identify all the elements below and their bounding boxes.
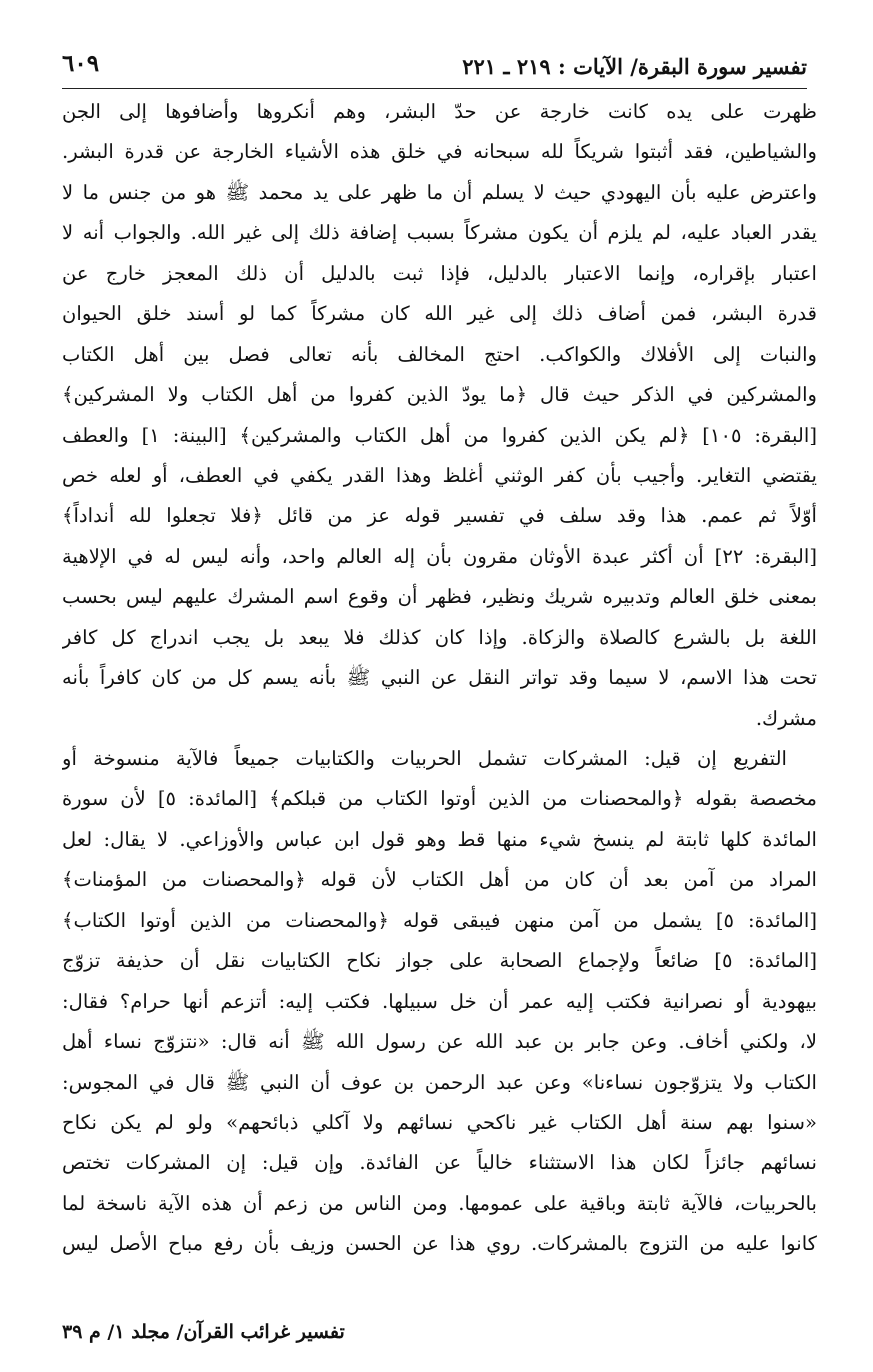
text-line: [المائدة: ٥] ضائعاً ولإجماع الصحابة على جواز نكاح الكتابيات نقل أن حذيفة تزوّج bbox=[62, 949, 817, 973]
text-line: أوّلاً ثم عمم. هذا وقد سلف في تفسير قوله عز من قائل ﴿فلا تجعلوا لله أنداداً﴾ bbox=[62, 504, 817, 528]
text-line: المراد من آمن بعد أن كان من أهل الكتاب لأن قوله ﴿والمحصنات من المؤمنات﴾ bbox=[62, 868, 817, 892]
text-line: [المائدة: ٥] يشمل من آمن منهن فيبقى قوله ﴿والمحصنات من الذين أوتوا الكتاب﴾ bbox=[62, 908, 817, 932]
text-line: «سنوا بهم سنة أهل الكتاب غير ناكحي نسائهم ولا آكلي ذبائحهم» ولو لم يكن نكاح bbox=[62, 1110, 817, 1134]
page-number: ٦٠٩ bbox=[62, 50, 100, 77]
text-line: قدرة البشر، فمن أضاف ذلك إلى غير الله كان مشركاً كما لو أسند خلق الحيوان bbox=[62, 302, 817, 326]
text-line: والمشركين في الذكر حيث قال ﴿ما يودّ الذين كفروا من أهل الكتاب ولا المشركين﴾ bbox=[62, 383, 817, 407]
text-line: الكتاب ولا يتزوّجون نساءنا» وعن عبد الرحمن بن عوف أن النبي ﷺ قال في المجوس: bbox=[62, 1070, 817, 1094]
text-line: بالحربيات، فالآية ثابتة وباقية على عمومها. ومن الناس من زعم أن هذه الآية ناسخة لما bbox=[62, 1191, 817, 1215]
text-line: تحت هذا الاسم، لا سيما وقد تواتر النقل عن النبي ﷺ بأنه يسم كل من كان كافراً بأنه bbox=[62, 666, 817, 690]
text-line: يقدر العباد عليه، لم يلزم أن يكون مشركاً بسبب إضافة ذلك إلى غير الله. والجواب أنه لا bbox=[62, 221, 817, 245]
text-line: التفريع إن قيل: المشركات تشمل الحربيات والكتابيات جميعاً فالآية منسوخة أو bbox=[62, 747, 787, 770]
text-line: والنبات إلى الأفلاك والكواكب. احتج المخالف بأنه تعالى فصل بين أهل الكتاب bbox=[62, 342, 817, 366]
text-line: بيهودية أو نصرانية فكتب إليه عمر أن خل سبيلها. فكتب إليه: أتزعم أنها حرام؟ فقال: bbox=[62, 989, 817, 1013]
page-header bbox=[62, 46, 807, 89]
text-line: لا، ولكني أخاف. وعن جابر بن عبد الله عن رسول الله ﷺ أنه قال: «نتزوّج نساء أهل bbox=[62, 1030, 817, 1054]
text-line: [البقرة: ٢٢] أن أكثر عبدة الأوثان مقرون بأن إله العالم واحد، وأنه ليس له في الإلاهية bbox=[62, 544, 817, 568]
footer-signature: تفسير غرائب القرآن/ مجلد ١/ م ٣٩ bbox=[62, 1321, 345, 1343]
running-title: تفسير سورة البقرة/ الآيات : ٢١٩ ـ ٢٢١ bbox=[462, 54, 807, 79]
text-line: كانوا عليه من التزوج بالمشركات. روي هذا عن الحسن وزيف بأن رفع مباح الأصل ليس bbox=[62, 1232, 817, 1256]
text-line: واعترض عليه بأن اليهودي حيث لا يسلم أن ما ظهر على يد محمد ﷺ هو من جنس ما لا bbox=[62, 180, 817, 204]
text-line: نسائهم جائزاً لكان هذا الاستثناء خالياً عن الفائدة. وإن قيل: إن المشركات تختص bbox=[62, 1151, 817, 1175]
text-line: بمعنى خلق العالم وتدبيره شريك ونظير، فظهر أن وقوع اسم المشرك عليهم ليس بحسب bbox=[62, 585, 817, 609]
text-line: المائدة كلها ثابتة لم ينسخ شيء منها قط وهو قول ابن عباس والأوزاعي. لا يقال: لعل bbox=[62, 827, 817, 851]
text-line: ظهرت على يده كانت خارجة عن حدّ البشر، وهم أنكروها وأضافوها إلى الجن bbox=[62, 100, 817, 123]
text-line: اللغة بل بالشرع كالصلاة والزكاة. وإذا كان كذلك فلا يبعد بل يجب اندراج كل كافر bbox=[62, 625, 817, 649]
text-line: مخصصة بقوله ﴿والمحصنات من الذين أوتوا الكتاب من قبلكم﴾ [المائدة: ٥] لأن سورة bbox=[62, 787, 817, 811]
text-line: يقتضي التغاير. وأجيب بأن كفر الوثني أغلظ وهذا القدر يكفي في العطف، أو لعله خص bbox=[62, 463, 817, 487]
text-line: [البقرة: ١٠٥] ﴿لم يكن الذين كفروا من أهل الكتاب والمشركين﴾ [البينة: ١] والعطف bbox=[62, 423, 817, 447]
body-text bbox=[62, 92, 817, 1265]
text-line: اعتبار بإقراره، وإنما الاعتبار بالدليل، فإذا ثبت بالدليل أن ذلك المعجز خارج عن bbox=[62, 261, 817, 285]
text-line: مشرك. bbox=[755, 706, 817, 730]
text-line: والشياطين، فقد أثبتوا شريكاً لله سبحانه في خلق هذه الأشياء الخارجة عن قدرة البشر. bbox=[62, 140, 817, 164]
